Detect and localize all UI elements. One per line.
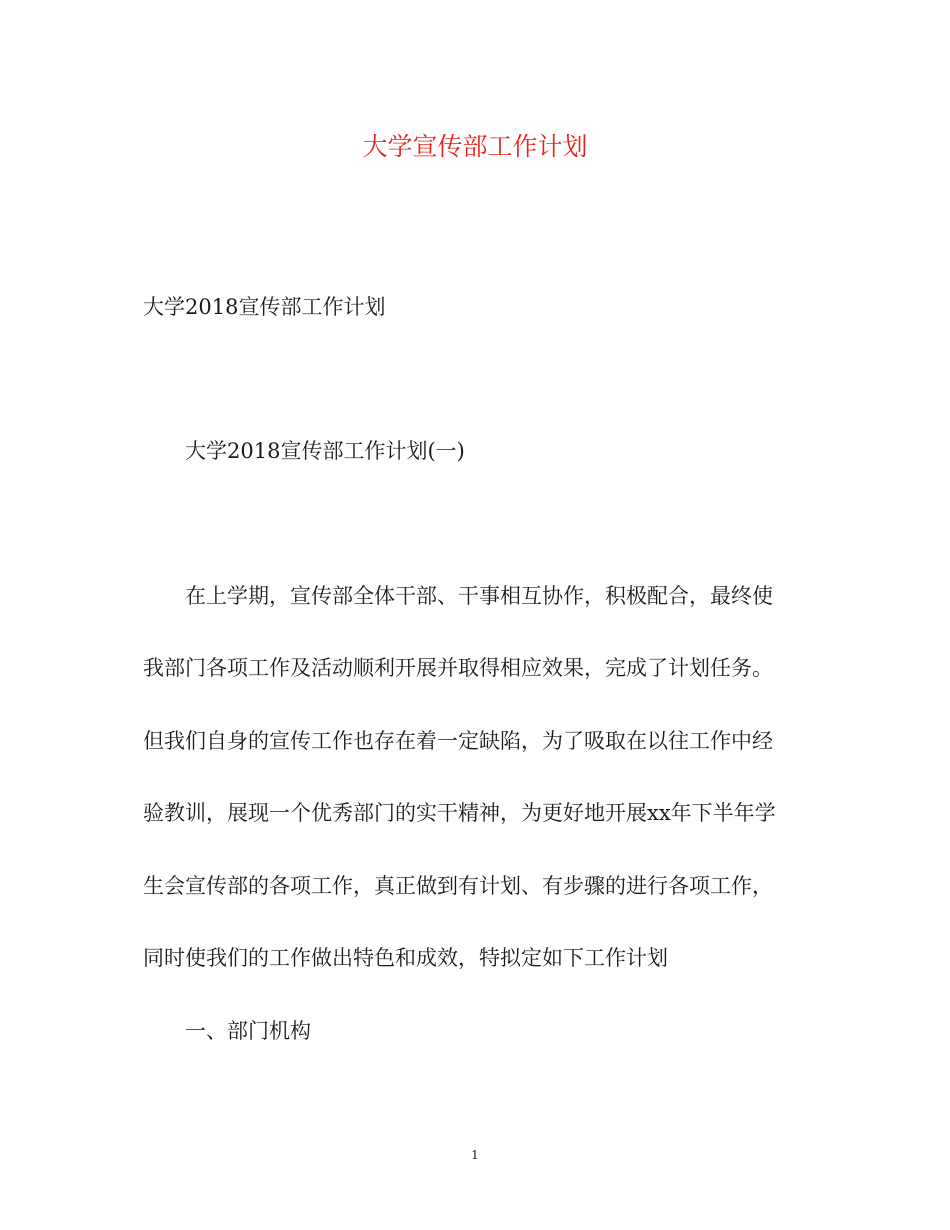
paragraph-line: 但我们自身的宣传工作也存在着一定缺陷，为了吸取在以往工作中经 — [143, 729, 773, 753]
page-number: 1 — [471, 1148, 479, 1162]
document-title: 大学宣传部工作计划 — [362, 132, 588, 161]
list-heading: 一、部门机构 — [185, 1019, 311, 1043]
paragraph-line: 生会宣传部的各项工作，真正做到有计划、有步骤的进行各项工作， — [143, 874, 773, 898]
paragraph-line: 验教训，展现一个优秀部门的实干精神，为更好地开展xx年下半年学 — [143, 801, 776, 825]
section-heading: 大学2018宣传部工作计划(一) — [185, 439, 465, 463]
document-subtitle: 大学2018宣传部工作计划 — [143, 295, 386, 319]
paragraph-line: 在上学期，宣传部全体干部、干事相互协作，积极配合，最终使 — [185, 584, 773, 608]
paragraph-line: 我部门各项工作及活动顺利开展并取得相应效果，完成了计划任务。 — [143, 656, 773, 680]
paragraph-line: 同时使我们的工作做出特色和成效，特拟定如下工作计划 — [143, 946, 668, 970]
